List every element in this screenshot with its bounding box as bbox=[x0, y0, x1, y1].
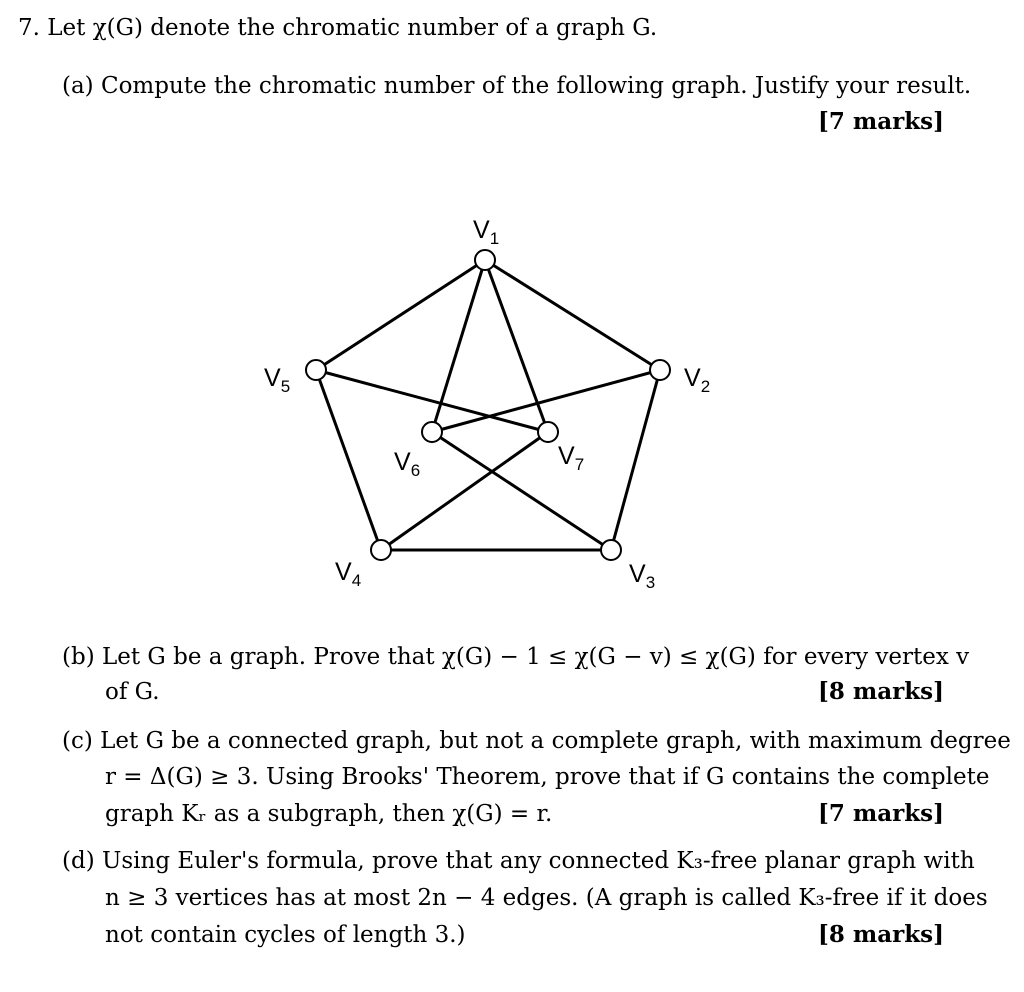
vertex-label-v5: $V_5$ bbox=[264, 364, 291, 396]
edge-v1-v2 bbox=[485, 260, 660, 370]
graph-vertex-labels bbox=[264, 216, 710, 592]
vertex-label-v4: $V_4$ bbox=[335, 558, 362, 590]
edge-v1-v7 bbox=[485, 260, 548, 432]
edge-v2-v3 bbox=[611, 370, 660, 550]
question-intro: Let χ(G) denote the chromatic number of a graph G. bbox=[47, 15, 658, 41]
part-c-line1: Let G be a connected graph, but not a complete graph, with maximum degree bbox=[100, 728, 1011, 754]
edge-v1-v6 bbox=[432, 260, 485, 432]
part-d-label: (d) bbox=[62, 848, 95, 874]
edge-v4-v5 bbox=[316, 370, 381, 550]
part-a-text: Compute the chromatic number of the following graph. Justify your result. bbox=[100, 73, 972, 99]
part-c-line2: r = Δ(G) ≥ 3. Using Brooks' Theorem, prove that if G contains the complete bbox=[105, 764, 990, 790]
part-a-label: (a) bbox=[62, 73, 94, 99]
part-d-line2: n ≥ 3 vertices has at most 2n − 4 edges. (A graph is called K₃-free if it does bbox=[105, 885, 988, 911]
part-b bbox=[62, 643, 969, 671]
part-a-marks: [7 marks] bbox=[817, 108, 944, 135]
vertex-v1 bbox=[475, 250, 495, 270]
vertex-label-v6: $V_6$ bbox=[394, 448, 421, 480]
vertex-v2 bbox=[650, 360, 670, 380]
vertex-label-v3: $V_3$ bbox=[629, 560, 656, 592]
vertex-label-v2: $V_2$ bbox=[684, 364, 711, 396]
part-d bbox=[62, 847, 975, 875]
vertex-label-v1: $V_1$ bbox=[473, 216, 500, 248]
vertex-v4 bbox=[371, 540, 391, 560]
part-b-label: (b) bbox=[62, 644, 95, 670]
graph-vertices bbox=[306, 250, 670, 560]
part-d-marks: [8 marks] bbox=[817, 921, 944, 948]
part-b-marks: [8 marks] bbox=[817, 678, 944, 705]
part-b-line2: of G. bbox=[105, 679, 160, 705]
vertex-v6 bbox=[422, 422, 442, 442]
question-number: 7. bbox=[18, 15, 40, 41]
part-b-line1: Let G be a graph. Prove that χ(G) − 1 ≤ χ(G − v) ≤ χ(G) for every vertex v bbox=[101, 644, 970, 670]
part-d-line1: Using Euler's formula, prove that any connected K₃-free planar graph with bbox=[101, 848, 975, 874]
vertex-v3 bbox=[601, 540, 621, 560]
part-c-line3: graph Kᵣ as a subgraph, then χ(G) = r. bbox=[105, 801, 553, 827]
vertex-label-v7: $V_7$ bbox=[558, 442, 585, 474]
part-c-marks: [7 marks] bbox=[817, 800, 944, 827]
part-d-line3: not contain cycles of length 3.) bbox=[105, 922, 466, 948]
part-c bbox=[62, 727, 1011, 755]
vertex-v5 bbox=[306, 360, 326, 380]
graph-edges bbox=[316, 260, 660, 550]
part-c-label: (c) bbox=[62, 728, 93, 754]
edge-v5-v1 bbox=[316, 260, 485, 370]
vertex-v7 bbox=[538, 422, 558, 442]
